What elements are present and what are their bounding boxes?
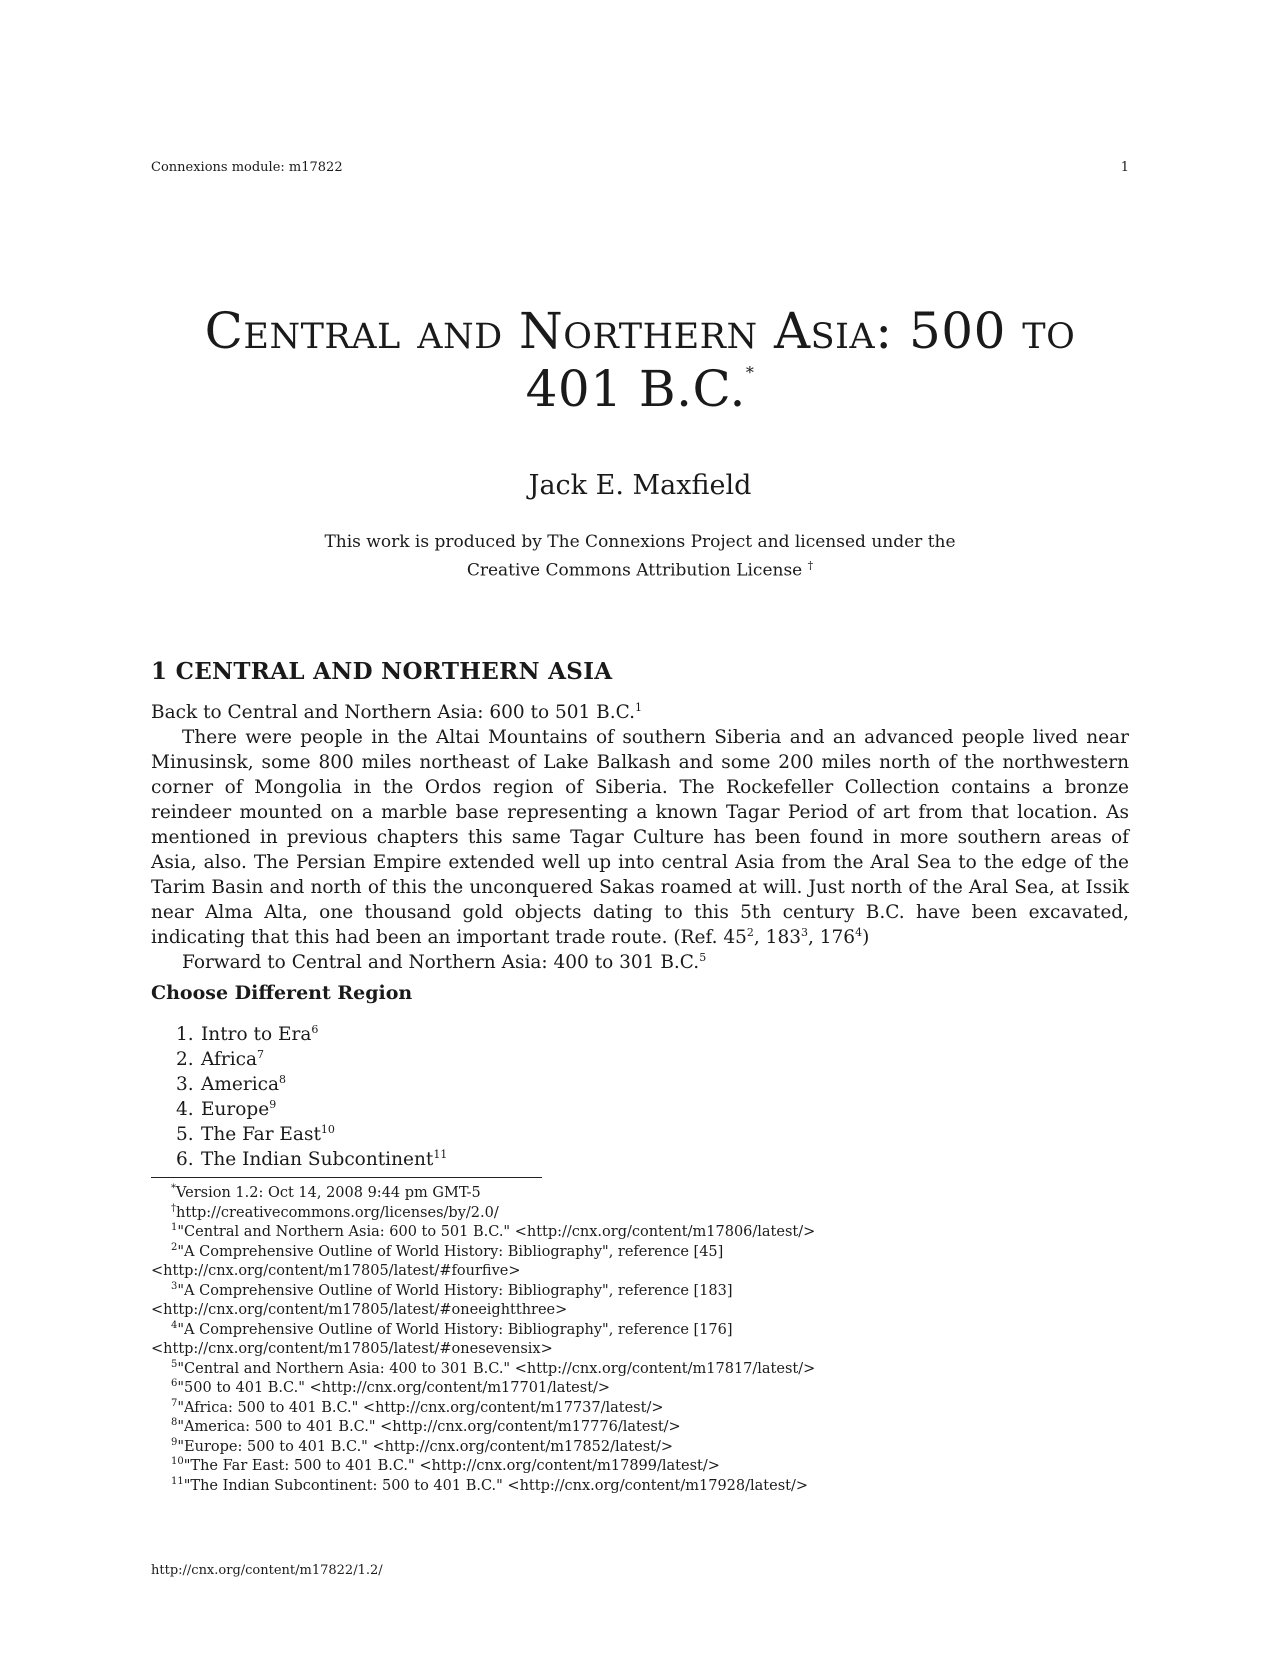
footnote-mark: 11 — [171, 1475, 184, 1487]
footnote-continuation — [151, 1301, 1151, 1321]
footnote-text: "A Comprehensive Outline of World History: Bibliography", reference [45] — [177, 1243, 724, 1260]
list-number: 4. — [176, 1099, 194, 1120]
footnote-ref[interactable]: 5 — [699, 950, 707, 964]
region-link-africa[interactable]: Africa — [201, 1049, 258, 1070]
footnote — [151, 1360, 1151, 1380]
footnote-link[interactable]: "500 to 401 B.C." <http://cnx.org/content/m17701/latest/> — [177, 1380, 611, 1396]
forward-link-paragraph — [151, 950, 1129, 975]
running-header-module: Connexions module: m17822 — [151, 160, 343, 175]
page-footer-url[interactable]: http://cnx.org/content/m17822/1.2/ — [151, 1563, 383, 1578]
footnote-mark: * — [171, 1183, 176, 1195]
document-title — [140, 302, 1140, 418]
region-link-america[interactable]: America — [201, 1074, 280, 1095]
list-number: 3. — [176, 1074, 194, 1095]
footnote — [151, 1282, 1151, 1302]
footnote — [151, 1399, 1151, 1419]
region-link-far-east[interactable]: The Far East — [201, 1124, 321, 1145]
page-number: 1 — [1120, 160, 1129, 175]
list-item — [151, 1147, 447, 1172]
title-line-1: Central and Northern Asia: 500 to — [204, 302, 1076, 360]
footnote-mark: 6 — [171, 1378, 178, 1390]
footnote-text: "A Comprehensive Outline of World History: Bibliography", reference [176] — [177, 1321, 733, 1338]
back-link[interactable]: Back to Central and Northern Asia: 600 to 501 B.C. — [151, 702, 636, 723]
footnote-divider — [151, 1177, 542, 1178]
section-heading: 1 CENTRAL AND NORTHERN ASIA — [151, 658, 613, 685]
footnote — [151, 1243, 1151, 1263]
region-link-indian-subcontinent[interactable]: The Indian Subcontinent — [201, 1149, 434, 1170]
title-line-2: 401 B.C. — [525, 360, 746, 418]
paragraph-text: ) — [862, 927, 870, 948]
main-paragraph — [151, 725, 1129, 950]
footnote-ref[interactable]: 3 — [801, 925, 808, 939]
footnote — [151, 1418, 1151, 1438]
footnote-link[interactable]: <http://cnx.org/content/m17805/latest/#onesevensix> — [151, 1341, 553, 1357]
list-item — [151, 1022, 447, 1047]
footnote-mark: 3 — [171, 1280, 178, 1292]
footnote-link[interactable]: "Africa: 500 to 401 B.C." <http://cnx.org/content/m17737/latest/> — [177, 1399, 664, 1416]
list-number: 1. — [176, 1024, 194, 1045]
region-link-intro[interactable]: Intro to Era — [201, 1024, 312, 1045]
footnote — [151, 1321, 1151, 1341]
title-footnote-mark[interactable]: * — [745, 363, 755, 382]
footnote-mark: 5 — [171, 1358, 178, 1370]
back-link-paragraph — [151, 700, 1129, 725]
footnote — [151, 1379, 1151, 1399]
footnote-link[interactable]: "The Indian Subcontinent: 500 to 401 B.C." <http://cnx.org/content/m17928/latest/> — [183, 1477, 808, 1494]
regions-heading: Choose Different Region — [151, 982, 413, 1004]
footnote-mark: 9 — [171, 1436, 178, 1448]
footnote-link[interactable]: http://creativecommons.org/licenses/by/2.0/ — [176, 1204, 499, 1221]
author-name: Jack E. Maxfield — [528, 470, 752, 501]
license-footnote-mark[interactable]: † — [807, 559, 814, 572]
section-body — [151, 700, 1129, 975]
footnote — [151, 1204, 1151, 1224]
list-number: 5. — [176, 1124, 194, 1145]
footnote-link[interactable]: "America: 500 to 401 B.C." <http://cnx.org/content/m17776/latest/> — [177, 1419, 681, 1435]
footnote-ref[interactable]: 9 — [269, 1097, 277, 1111]
list-item — [151, 1047, 447, 1072]
footnote-ref[interactable]: 8 — [279, 1072, 287, 1086]
license-line-1: This work is produced by The Connexions Project and licensed under the — [324, 532, 956, 552]
footnote — [151, 1457, 1151, 1477]
footnote-link[interactable]: "The Far East: 500 to 401 B.C." <http://cnx.org/content/m17899/latest/> — [183, 1458, 720, 1474]
footnote-text: Version 1.2: Oct 14, 2008 9:44 pm GMT-5 — [176, 1185, 481, 1201]
footnote-mark: 1 — [171, 1222, 178, 1234]
region-list — [151, 1022, 447, 1172]
footnote-text: "A Comprehensive Outline of World History: Bibliography", reference [183] — [177, 1282, 733, 1299]
footnote-mark: 10 — [171, 1456, 184, 1468]
list-item — [151, 1122, 447, 1147]
footnote-link[interactable]: "Europe: 500 to 401 B.C." <http://cnx.org/content/m17852/latest/> — [177, 1438, 674, 1455]
list-number: 2. — [176, 1049, 194, 1070]
footnote-continuation — [151, 1340, 1151, 1360]
footnote-ref[interactable]: 7 — [257, 1047, 265, 1061]
footnote-mark: 7 — [171, 1397, 178, 1409]
footnote-ref[interactable]: 1 — [635, 700, 643, 714]
footnote-mark: 4 — [171, 1319, 178, 1331]
footnote-ref[interactable]: 4 — [855, 925, 863, 939]
footnote-link[interactable]: <http://cnx.org/content/m17805/latest/#fourfive> — [151, 1263, 521, 1279]
paragraph-text: , 176 — [808, 927, 856, 948]
footnote-link[interactable]: <http://cnx.org/content/m17805/latest/#oneeightthree> — [151, 1302, 568, 1318]
footnote-mark: 2 — [171, 1241, 178, 1253]
footnote-link[interactable]: "Central and Northern Asia: 400 to 301 B.C." <http://cnx.org/content/m17817/latest/> — [177, 1360, 816, 1377]
list-number: 6. — [176, 1149, 194, 1170]
list-item — [151, 1072, 447, 1097]
footnote-ref[interactable]: 11 — [433, 1147, 448, 1161]
footnote-mark: 8 — [171, 1417, 178, 1429]
footnote — [151, 1438, 1151, 1458]
footnote — [151, 1223, 1151, 1243]
footnote — [151, 1477, 1151, 1497]
footnotes — [151, 1184, 1151, 1496]
footnote-ref[interactable]: 2 — [746, 925, 754, 939]
footnote-ref[interactable]: 6 — [311, 1022, 319, 1036]
license-notice — [0, 530, 1280, 583]
footnote-link[interactable]: "Central and Northern Asia: 600 to 501 B.C." <http://cnx.org/content/m17806/latest/> — [177, 1224, 816, 1240]
footnote — [151, 1184, 1151, 1204]
license-line-2: Creative Commons Attribution License — [466, 560, 803, 581]
footnote-continuation — [151, 1262, 1151, 1282]
footnote-mark: † — [171, 1202, 176, 1214]
paragraph-text: There were people in the Altai Mountains of southern Siberia and an advanced people lived near Minusinsk, some 800 miles northeast of Lake Balkash and some 200 miles north of the northwestern corner of Mongolia in the Ordos region of Siberia. The Rockefeller Collection contains a bronze reindeer mounted on a marble base representing a known Tagar Period of art from that location. As mentioned in previous chapters this same Tagar Culture has been found in more southern areas of Asia, also. The Persian Empire extended well up into central Asia from the Aral Sea to the edge of the Tarim Basin and north of this the unconquered Sakas roamed at will. Just north of the Aral Sea, at Issik near Alma Alta, one thousand gold objects dating to this 5th century B.C. have been excavated, indicating that this had been an important trade route. (Ref. 45 — [151, 727, 1129, 948]
footnote-ref[interactable]: 10 — [320, 1122, 335, 1136]
forward-link[interactable]: Forward to Central and Northern Asia: 400 to 301 B.C. — [182, 952, 700, 973]
region-link-europe[interactable]: Europe — [201, 1099, 270, 1120]
paragraph-text: , 183 — [753, 927, 801, 948]
list-item — [151, 1097, 447, 1122]
